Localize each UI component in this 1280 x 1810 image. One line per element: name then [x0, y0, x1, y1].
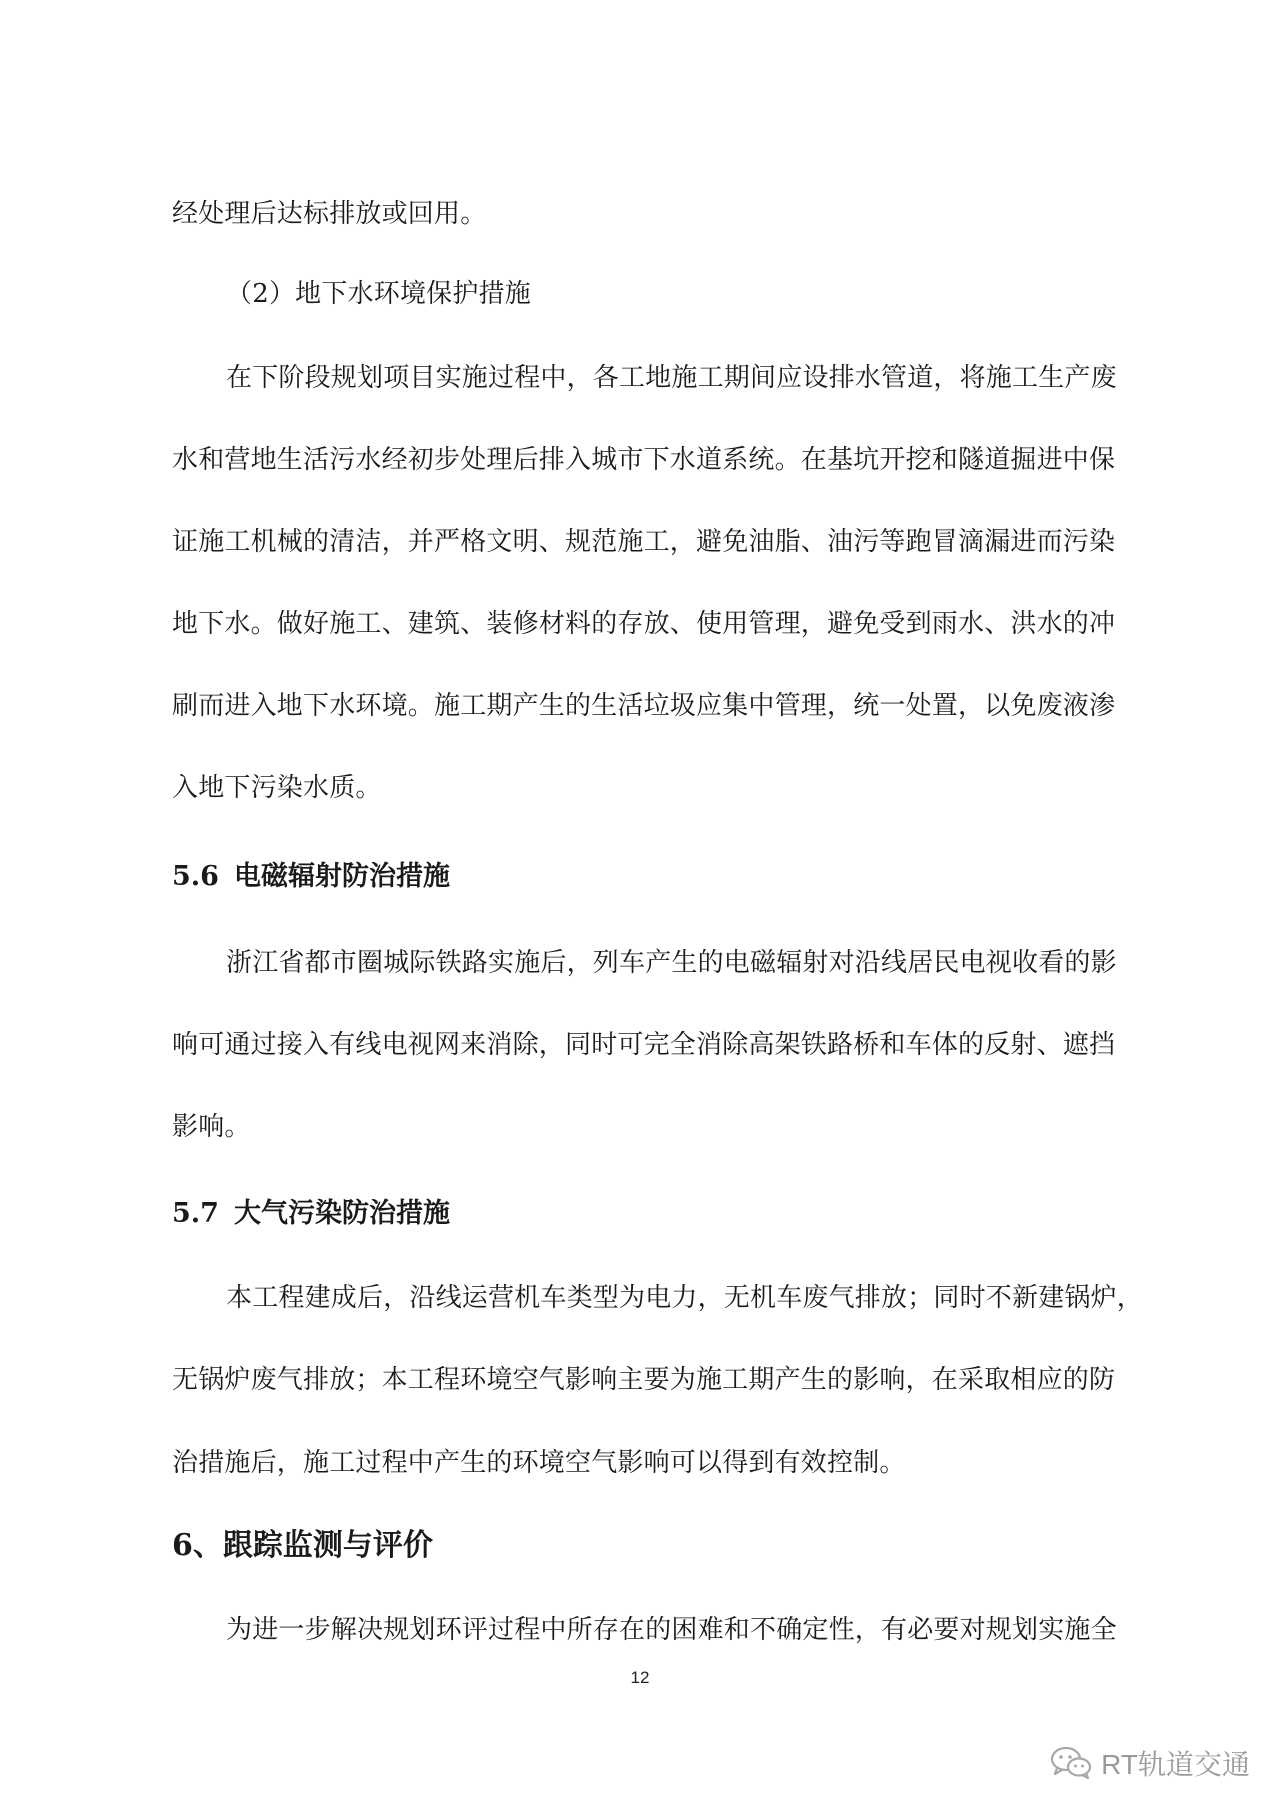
- text-line: 响可通过接入有线电视网来消除，同时可完全消除高架铁路桥和车体的反射、遮挡: [172, 1030, 1116, 1060]
- text-line: 为进一步解决规划环评过程中所存在的困难和不确定性，有必要对规划实施全: [226, 1615, 1117, 1645]
- text-line: 无锅炉废气排放；本工程环境空气影响主要为施工期产生的影响，在采取相应的防: [172, 1365, 1116, 1395]
- text-line: 地下水。做好施工、建筑、装修材料的存放、使用管理，避免受到雨水、洪水的冲: [172, 609, 1116, 639]
- section-title: 电磁辐射防治措施: [234, 861, 450, 892]
- text-line: 治措施后，施工过程中产生的环境空气影响可以得到有效控制。: [172, 1448, 906, 1478]
- text-line: 证施工机械的清洁，并严格文明、规范施工，避免油脂、油污等跑冒滴漏进而污染: [172, 527, 1116, 557]
- text-line: 浙江省都市圈城际铁路实施后，列车产生的电磁辐射对沿线居民电视收看的影: [226, 948, 1117, 978]
- section-title: 大气污染防治措施: [234, 1198, 450, 1229]
- text-line: 经处理后达标排放或回用。: [172, 199, 487, 229]
- section-number: 5.7: [172, 1198, 219, 1229]
- text-line: 入地下污染水质。: [172, 773, 382, 803]
- text-line: 刷而进入地下水环境。施工期产生的生活垃圾应集中管理，统一处置，以免废液渗: [172, 691, 1116, 721]
- section-heading-6: 6、跟踪监测与评价: [172, 1528, 433, 1563]
- text-line: 在下阶段规划项目实施过程中，各工地施工期间应设排水管道，将施工生产废: [226, 363, 1117, 393]
- text-line: 影响。: [172, 1112, 251, 1142]
- page-number: 12: [630, 1668, 650, 1687]
- watermark: [1049, 1743, 1250, 1783]
- section-number: 5.6: [172, 861, 219, 892]
- text-line: 水和营地生活污水经初步处理后排入城市下水道系统。在基坑开挖和隧道掘进中保: [172, 445, 1116, 475]
- watermark-text: RT轨道交通: [1101, 1749, 1250, 1780]
- text-line: 本工程建成后，沿线运营机车类型为电力，无机车废气排放；同时不新建锅炉，: [226, 1283, 1144, 1313]
- section-heading-5-6: [172, 860, 450, 894]
- subsection-title: （2）地下水环境保护措施: [226, 279, 531, 309]
- wechat-icon: [1049, 1745, 1093, 1781]
- section-heading-5-7: [172, 1197, 450, 1231]
